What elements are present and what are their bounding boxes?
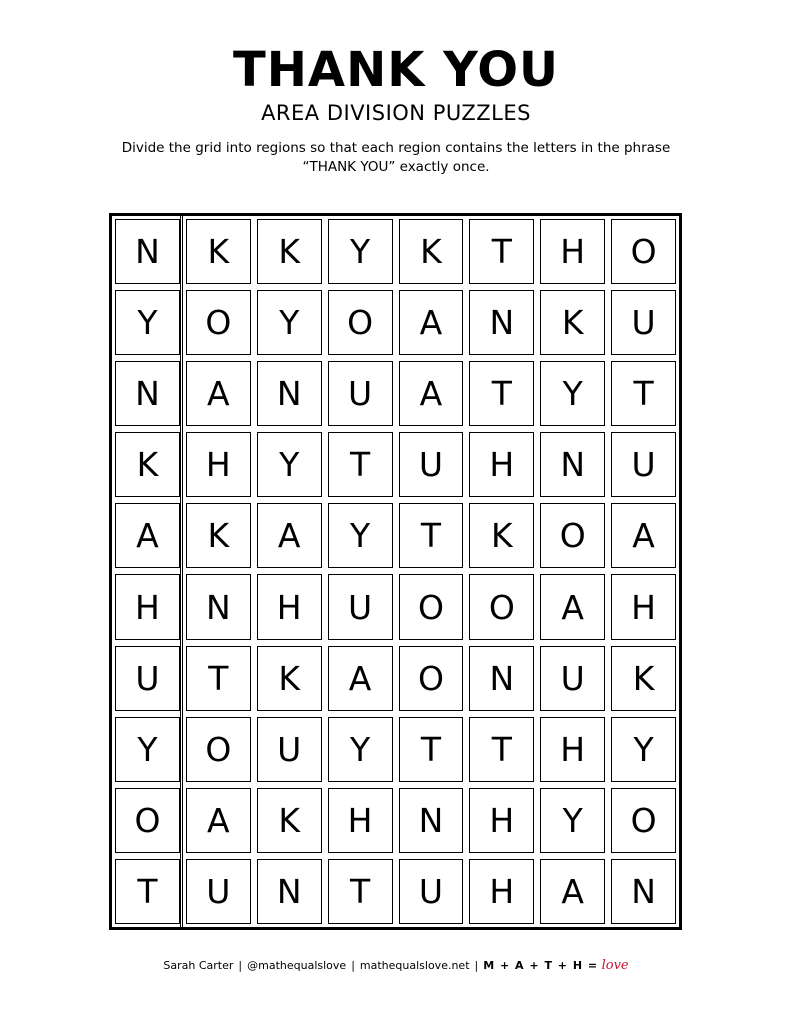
grid-cell: K — [611, 646, 676, 711]
grid-cell: K — [186, 219, 251, 284]
grid-cell: A — [186, 788, 251, 853]
grid-cell: U — [328, 574, 393, 639]
grid-cell: H — [540, 717, 605, 782]
footer-love-logo: love — [601, 958, 629, 973]
page-title: THANK YOU — [233, 42, 559, 98]
grid-cell: U — [399, 432, 464, 497]
grid-cell: T — [611, 361, 676, 426]
grid-cell: Y — [115, 717, 180, 782]
grid-cell: O — [399, 574, 464, 639]
grid-cell: K — [469, 503, 534, 568]
grid-cell: K — [115, 432, 180, 497]
grid-cell: U — [328, 361, 393, 426]
grid-cell: H — [469, 432, 534, 497]
grid-cell: Y — [328, 503, 393, 568]
grid-cell: N — [469, 646, 534, 711]
footer-brand: M + A + T + H = — [483, 959, 599, 972]
grid-cell: A — [257, 503, 322, 568]
grid-cell: O — [115, 788, 180, 853]
grid-cell: T — [469, 361, 534, 426]
grid-cell: A — [540, 574, 605, 639]
grid-cell: K — [186, 503, 251, 568]
grid-cell: H — [328, 788, 393, 853]
grid-cell: N — [540, 432, 605, 497]
grid-cell: T — [115, 859, 180, 924]
footer-handle: @mathequalslove — [247, 959, 347, 972]
grid-cell: A — [399, 290, 464, 355]
grid-cell: H — [540, 219, 605, 284]
grid-cell: O — [399, 646, 464, 711]
grid-cell: Y — [328, 717, 393, 782]
grid-cell: A — [115, 503, 180, 568]
grid-cell: Y — [328, 219, 393, 284]
grid-cell: O — [186, 290, 251, 355]
grid-cell: T — [469, 717, 534, 782]
grid-cell: Y — [115, 290, 180, 355]
grid-cell: N — [399, 788, 464, 853]
grid-cell: K — [257, 788, 322, 853]
grid-cell: Y — [540, 788, 605, 853]
grid-cell: O — [611, 788, 676, 853]
grid-cell: K — [540, 290, 605, 355]
grid-cell: N — [115, 219, 180, 284]
footer-site: mathequalslove.net — [359, 959, 470, 972]
grid-cell: A — [540, 859, 605, 924]
grid-cell: O — [328, 290, 393, 355]
grid-cell: A — [399, 361, 464, 426]
grid-cell: H — [257, 574, 322, 639]
grid-cell: N — [611, 859, 676, 924]
grid-cell: T — [328, 432, 393, 497]
grid-cell: Y — [540, 361, 605, 426]
grid-cell: T — [399, 717, 464, 782]
grid-cell: U — [540, 646, 605, 711]
grid-cell: H — [186, 432, 251, 497]
puzzle-grid — [109, 213, 682, 930]
grid-cell: O — [186, 717, 251, 782]
grid-cell: A — [611, 503, 676, 568]
grid-cell: H — [469, 859, 534, 924]
grid-cell: Y — [611, 717, 676, 782]
grid-cell: H — [469, 788, 534, 853]
grid-cell: U — [257, 717, 322, 782]
grid-cell: O — [611, 219, 676, 284]
grid-cell: T — [469, 219, 534, 284]
grid-cells — [112, 216, 679, 927]
grid-cell: N — [469, 290, 534, 355]
instructions: Divide the grid into regions so that each region contains the letters in the phrase “THANK YOU” exactly once. — [121, 140, 671, 175]
footer: Sarah Carter | @mathequalslove | mathequalslove.net | M + A + T + H = love — [163, 958, 629, 973]
grid-cell: N — [115, 361, 180, 426]
grid-cell: N — [257, 859, 322, 924]
grid-cell: Y — [257, 290, 322, 355]
grid-cell: K — [257, 219, 322, 284]
grid-cell: O — [469, 574, 534, 639]
page-subtitle: AREA DIVISION PUZZLES — [261, 101, 531, 125]
grid-cell: T — [399, 503, 464, 568]
grid-cell: O — [540, 503, 605, 568]
region-divider — [180, 216, 183, 927]
grid-cell: U — [115, 646, 180, 711]
grid-cell: A — [328, 646, 393, 711]
grid-cell: Y — [257, 432, 322, 497]
grid-cell: U — [611, 432, 676, 497]
grid-cell: N — [186, 574, 251, 639]
grid-cell: T — [328, 859, 393, 924]
grid-cell: K — [399, 219, 464, 284]
grid-cell: N — [257, 361, 322, 426]
footer-author: Sarah Carter — [163, 959, 234, 972]
grid-cell: H — [611, 574, 676, 639]
grid-cell: U — [611, 290, 676, 355]
grid-cell: H — [115, 574, 180, 639]
grid-cell: K — [257, 646, 322, 711]
grid-cell: A — [186, 361, 251, 426]
grid-cell: U — [399, 859, 464, 924]
grid-cell: U — [186, 859, 251, 924]
grid-cell: T — [186, 646, 251, 711]
